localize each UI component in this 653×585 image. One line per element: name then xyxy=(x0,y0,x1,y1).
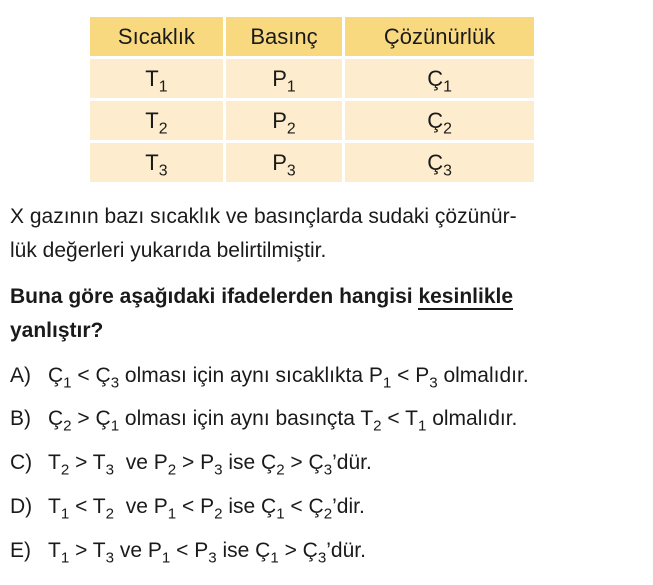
question-emphasis: kesinlikle xyxy=(418,285,514,308)
table-row xyxy=(90,59,534,98)
question-text-end: yanlıştır? xyxy=(10,319,104,342)
cell-solubility: $Ç_2$ xyxy=(345,101,534,140)
option-d[interactable] xyxy=(10,492,365,522)
cell-pressure: $P_3$ xyxy=(226,143,345,182)
option-c-label: C) xyxy=(10,451,33,474)
question-stem xyxy=(10,280,650,348)
option-a-label: A) xyxy=(10,364,31,387)
option-c-text: $T_2 > T_3$ ve $P_2 > P_3$ ise $Ç_2$ > $Ç_3’dür$. xyxy=(48,451,372,479)
option-e[interactable] xyxy=(10,536,366,566)
table-header-row xyxy=(90,17,534,56)
option-a[interactable] xyxy=(10,361,529,391)
option-d-text: $T_1 < T_2$ ve $P_1 < P_2$ ise $Ç_1$ < $Ç_2’dir$. xyxy=(48,495,365,523)
header-pressure: Basınç xyxy=(226,17,345,56)
data-table xyxy=(90,14,534,185)
option-e-label: E) xyxy=(10,539,31,562)
cell-pressure: $P_1$ xyxy=(226,59,345,98)
option-e-text: $T_1 > T_3$ ve $P_1 < P_3$ ise $Ç_1$ > $Ç_3’dür$. xyxy=(48,539,366,567)
question-text: Buna göre aşağıdaki ifadelerden hangisi xyxy=(10,285,419,308)
option-b-text: $Ç_2$ > $Ç_1$ olması için aynı basınçta $T_2 < T_1$ olmalıdır. xyxy=(48,407,518,435)
description-paragraph xyxy=(10,200,650,268)
option-a-text: $Ç_1$ < $Ç_3$ olması için aynı sıcaklıkta $P_1 < P_3$ olmalıdır. xyxy=(48,364,529,392)
description-line-2: lük değerleri yukarıda belirtilmiştir. xyxy=(10,239,327,262)
cell-solubility: $Ç_3$ xyxy=(345,143,534,182)
cell-temperature: $T_2$ xyxy=(90,101,226,140)
table-row xyxy=(90,143,534,182)
cell-solubility: $Ç_1$ xyxy=(345,59,534,98)
header-solubility: Çözünürlük xyxy=(345,17,534,56)
cell-temperature: $T_1$ xyxy=(90,59,226,98)
description-line-1: X gazının bazı sıcaklık ve basınçlarda sudaki çözünür- xyxy=(10,205,517,228)
header-temperature: Sıcaklık xyxy=(90,17,226,56)
cell-temperature: $T_3$ xyxy=(90,143,226,182)
option-d-label: D) xyxy=(10,495,33,518)
option-b[interactable] xyxy=(10,404,517,434)
cell-pressure: $P_2$ xyxy=(226,101,345,140)
option-c[interactable] xyxy=(10,448,372,478)
option-b-label: B) xyxy=(10,407,31,430)
table-row xyxy=(90,101,534,140)
